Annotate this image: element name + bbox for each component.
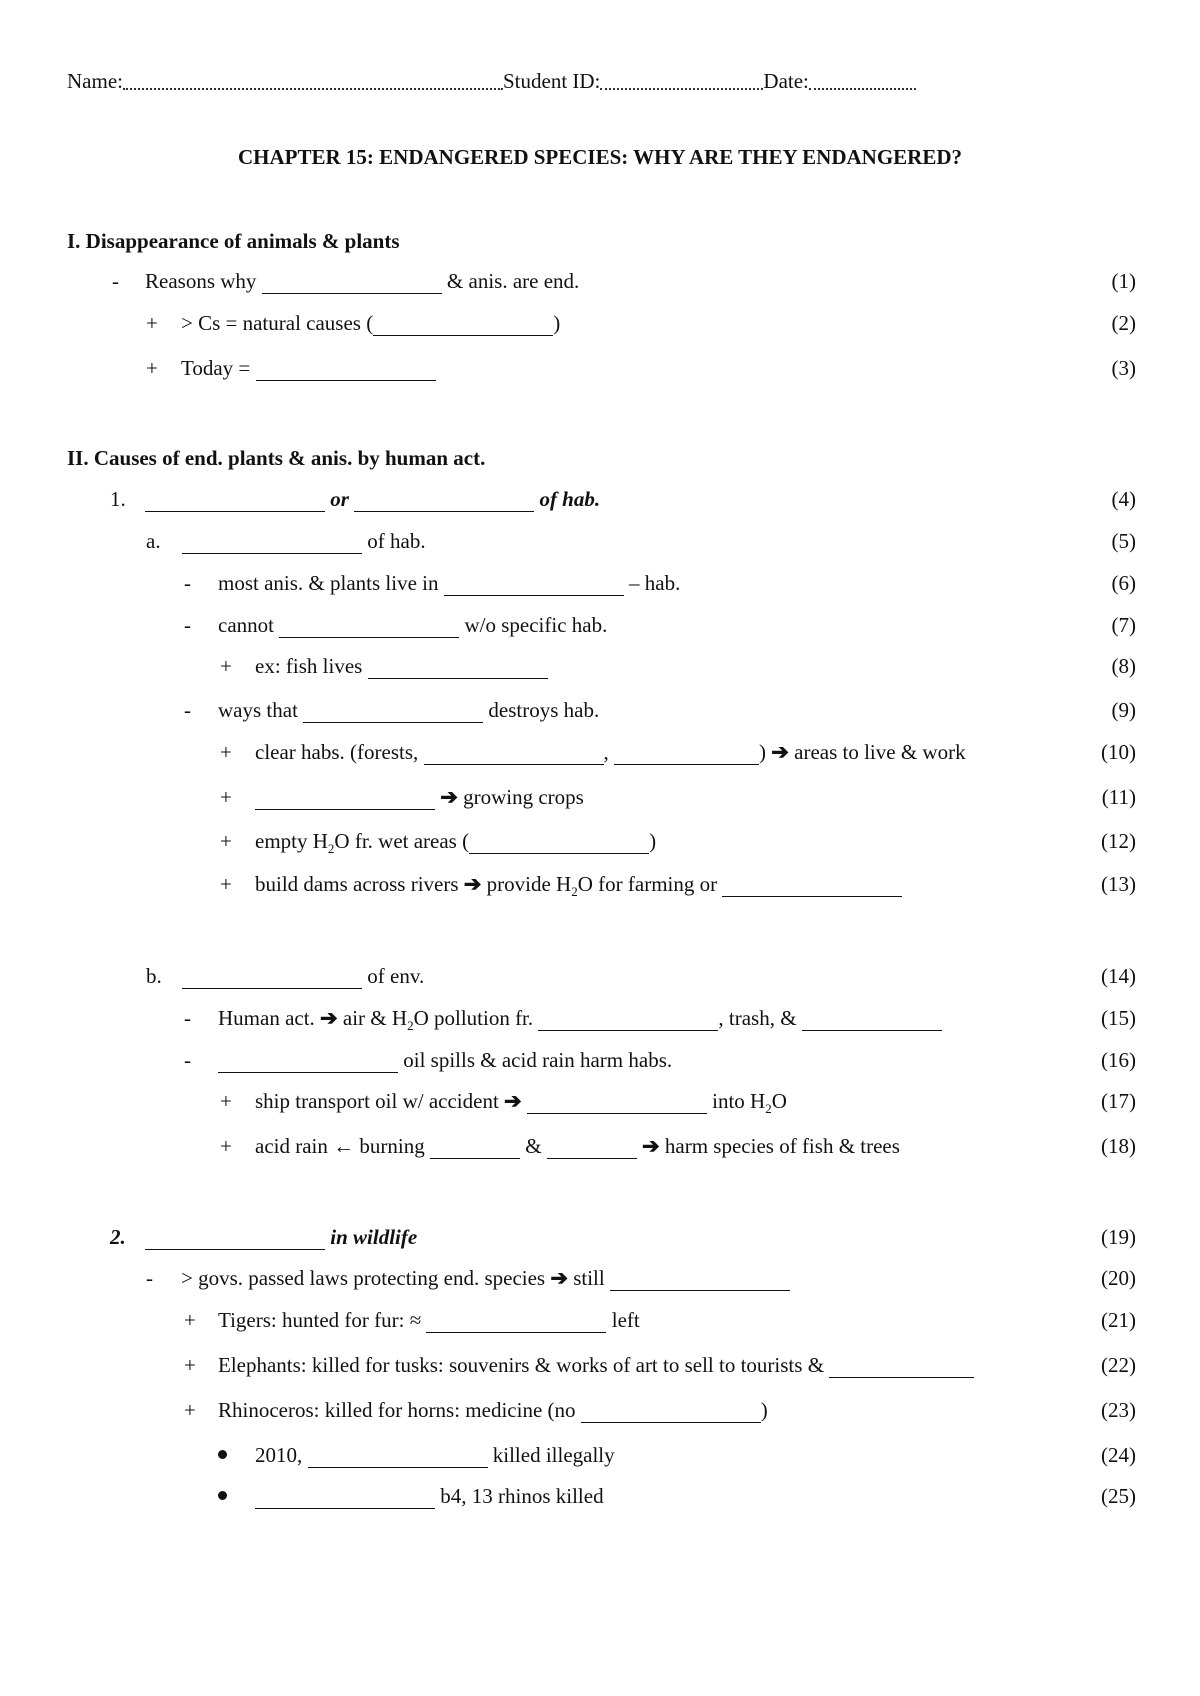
answer-blank[interactable] (538, 1008, 718, 1031)
arrow-left-icon: ← (333, 1134, 355, 1158)
arrow-right-icon: ➔ (504, 1089, 522, 1113)
name-label: Name: (67, 69, 123, 93)
question-number: (17) (1101, 1089, 1136, 1113)
answer-blank[interactable] (581, 1400, 761, 1423)
student-id-field[interactable] (600, 70, 763, 90)
question-number: (4) (1111, 487, 1136, 511)
question-number: (18) (1101, 1134, 1136, 1158)
date-label: Date: (763, 69, 809, 93)
question-number: (21) (1101, 1308, 1136, 1332)
question-line: - > govs. passed laws protecting end. species ➔ still (20) (0, 1263, 1200, 1293)
answer-blank[interactable] (802, 1008, 942, 1031)
question-line: + acid rain ← burning & ➔ harm species of fish & trees (18) (0, 1131, 1200, 1161)
answer-blank[interactable] (255, 787, 435, 810)
question-number: (2) (1111, 311, 1136, 335)
arrow-right-icon: ➔ (550, 1266, 568, 1290)
question-number: (24) (1101, 1443, 1136, 1467)
answer-blank[interactable] (354, 489, 534, 512)
question-line: + Tigers: hunted for fur: ≈ left (21) (0, 1305, 1200, 1335)
question-line: 2. in wildlife (19) (0, 1222, 1200, 1252)
question-number: (20) (1101, 1266, 1136, 1290)
arrow-right-icon: ➔ (440, 785, 458, 809)
answer-blank[interactable] (430, 1136, 520, 1159)
answer-blank[interactable] (547, 1136, 637, 1159)
question-number: (16) (1101, 1048, 1136, 1072)
question-line: - cannot w/o specific hab. (7) (0, 610, 1200, 640)
student-id-label: Student ID: (502, 69, 601, 93)
question-number: (1) (1111, 269, 1136, 293)
question-number: (25) (1101, 1484, 1136, 1508)
question-number: (7) (1111, 613, 1136, 637)
question-line: - ways that destroys hab. (9) (0, 695, 1200, 725)
answer-blank[interactable] (303, 700, 483, 723)
bullet-icon (218, 1491, 227, 1500)
answer-blank[interactable] (829, 1355, 974, 1378)
question-line: + build dams across rivers ➔ provide $H_2O$ for farming or (13) (0, 869, 1200, 899)
question-line: 2010, killed illegally (24) (0, 1440, 1200, 1470)
arrow-right-icon: ➔ (642, 1134, 660, 1158)
question-number: (11) (1101, 785, 1136, 809)
question-number: (23) (1101, 1398, 1136, 1422)
answer-blank[interactable] (469, 831, 649, 854)
answer-blank[interactable] (527, 1091, 707, 1114)
question-line: + Rhinoceros: killed for horns: medicine (no ) (23) (0, 1395, 1200, 1425)
date-field[interactable] (809, 70, 916, 90)
question-line: b. of env. (14) (0, 961, 1200, 991)
answer-blank[interactable] (182, 966, 362, 989)
answer-blank[interactable] (444, 573, 624, 596)
question-line: 1. or of hab. (4) (0, 484, 1200, 514)
question-line: + ship transport oil w/ accident ➔ into $H_2O$ (17) (0, 1086, 1200, 1116)
question-number: (13) (1101, 872, 1136, 896)
question-line: + ➔ growing crops (11) (0, 782, 1200, 812)
question-number: (14) (1101, 964, 1136, 988)
question-line: - most anis. & plants live in – hab. (6) (0, 568, 1200, 598)
question-line: - Human act. ➔ air & $H_2O$ pollution fr. , trash, & (15) (0, 1003, 1200, 1033)
answer-blank[interactable] (279, 615, 459, 638)
section-heading: I. Disappearance of animals & plants (67, 229, 400, 253)
page-title: CHAPTER 15: ENDANGERED SPECIES: WHY ARE THEY ENDANGERED? (237, 145, 963, 169)
question-number: (3) (1111, 356, 1136, 380)
section-heading: II. Causes of end. plants & anis. by human act. (67, 446, 486, 470)
question-line: + Elephants: killed for tusks: souvenirs & works of art to sell to tourists & (22) (0, 1350, 1200, 1380)
arrow-right-icon: ➔ (463, 872, 482, 896)
question-line: b4, 13 rhinos killed (25) (0, 1481, 1200, 1511)
answer-blank[interactable] (610, 1268, 790, 1291)
answer-blank[interactable] (426, 1310, 606, 1333)
answer-blank[interactable] (145, 489, 325, 512)
answer-blank[interactable] (424, 742, 604, 765)
answer-blank[interactable] (368, 656, 548, 679)
question-line: - Reasons why & anis. are end. (1) (0, 266, 1200, 296)
student-info-header (0, 66, 1200, 96)
question-number: (10) (1101, 740, 1136, 764)
question-line: a. of hab. (5) (0, 526, 1200, 556)
arrow-right-icon: ➔ (320, 1006, 338, 1030)
name-field[interactable] (123, 70, 503, 90)
question-line: + ex: fish lives (8) (0, 651, 1200, 681)
question-number: (15) (1101, 1006, 1136, 1030)
answer-blank[interactable] (218, 1050, 398, 1073)
answer-blank[interactable] (145, 1227, 325, 1250)
answer-blank[interactable] (614, 742, 759, 765)
bullet-icon (218, 1450, 227, 1459)
answer-blank[interactable] (262, 271, 442, 294)
question-number: (6) (1111, 571, 1136, 595)
question-line: - oil spills & acid rain harm habs. (16) (0, 1045, 1200, 1075)
question-number: (8) (1111, 654, 1136, 678)
question-line: + Today = (3) (0, 353, 1200, 383)
answer-blank[interactable] (722, 874, 902, 897)
question-number: (22) (1101, 1353, 1136, 1377)
question-number: (12) (1101, 829, 1136, 853)
answer-blank[interactable] (255, 1486, 435, 1509)
question-number: (19) (1101, 1225, 1136, 1249)
question-line: + empty $H_2O$ fr. wet areas ( ) (12) (0, 826, 1200, 856)
answer-blank[interactable] (308, 1445, 488, 1468)
question-number: (9) (1111, 698, 1136, 722)
question-line: + clear habs. (forests, , ) ➔ areas to live & work (10) (0, 737, 1200, 767)
question-number: (5) (1111, 529, 1136, 553)
question-line: + > Cs = natural causes ( ) (2) (0, 308, 1200, 338)
arrow-right-icon: ➔ (771, 740, 789, 764)
answer-blank[interactable] (373, 313, 553, 336)
answer-blank[interactable] (182, 531, 362, 554)
answer-blank[interactable] (256, 358, 436, 381)
